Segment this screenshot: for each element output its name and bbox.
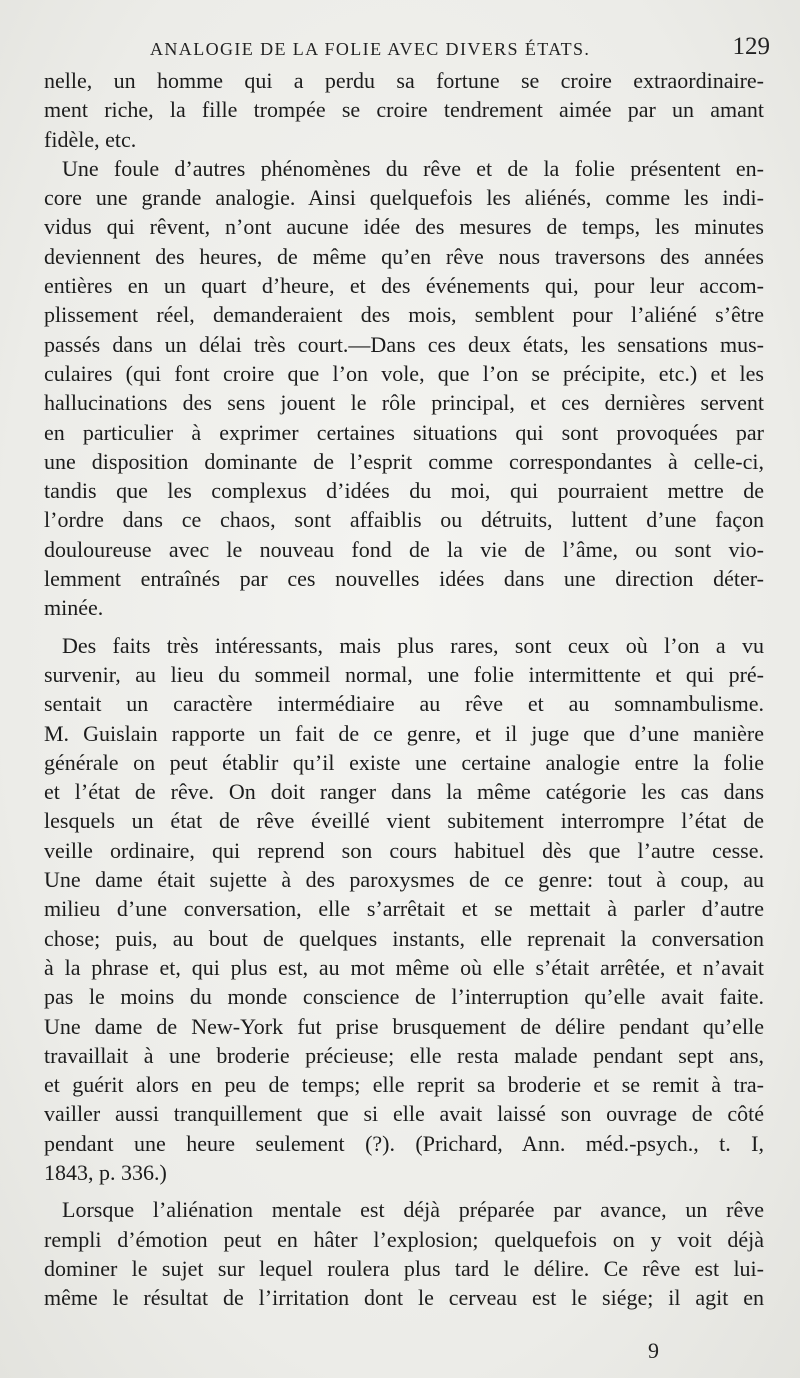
text-line: passés dans un délai très court.—Dans ces deux états, les sensations mus- (44, 331, 764, 357)
signature-mark: 9 (648, 1338, 659, 1363)
text-line: chose; puis, au bout de quelques instants, elle reprenait la conversation (44, 925, 764, 951)
text-line: nelle, un homme qui a perdu sa fortune se croire extraordinaire- (44, 68, 764, 93)
text-line: milieu d’une conversation, elle s’arrêtait et se mettait à parler d’autre (44, 896, 764, 922)
text-line: Une dame était sujette à des paroxysmes de ce genre: tout à coup, au (44, 867, 764, 893)
text-line: Une dame de New-York fut prise brusquement de délire pendant qu’elle (44, 1013, 764, 1039)
text-line: minée. (44, 595, 104, 621)
text-line: core une grande analogie. Ainsi quelquefois les aliénés, comme les indi- (44, 185, 764, 211)
text-line: culaires (qui font croire que l’on vole, que l’on se précipite, etc.) et les (44, 360, 764, 386)
text-line: à la phrase et, qui plus est, au mot même où elle s’était arrêtée, et n’avait (44, 954, 764, 980)
text-line: lemment entraînés par ces nouvelles idées dans une direction déter- (44, 566, 764, 592)
text-line: dominer le sujet sur lequel roulera plus tard le délire. Ce rêve est lui- (44, 1255, 764, 1281)
text-line: plissement réel, demanderaient des mois, semblent pour l’aliéné s’être (44, 302, 764, 328)
text-line: M. Guislain rapporte un fait de ce genre, et il juge que d’une manière (44, 720, 764, 746)
page-header (40, 33, 770, 65)
text-line: pendant une heure seulement (?). (Prichard, Ann. méd.-psych., t. I, (44, 1130, 764, 1156)
text-line: vidus qui rêvent, n’ont aucune idée des mesures de temps, les minutes (44, 214, 764, 240)
text-line: sentait un caractère intermédiaire au rêve et au somnambulisme. (44, 691, 764, 717)
text-line: deviennent des heures, de même qu’en rêve nous traversons des années (44, 243, 764, 269)
text-line: générale on peut établir qu’il existe une certaine analogie entre la folie (44, 749, 764, 775)
text-line: lesquels un état de rêve éveillé vient subitement interrompre l’état de (44, 808, 764, 834)
text-line: même le résultat de l’irritation dont le cerveau est le siége; il agit en (44, 1285, 764, 1311)
text-line: pas le moins du monde conscience de l’interruption qu’elle avait faite. (44, 984, 764, 1010)
paragraph-gap (44, 623, 764, 631)
text-line: 1843, p. 336.) (44, 1159, 167, 1185)
text-line: travaillait à une broderie précieuse; elle resta malade pendant sept ans, (44, 1042, 764, 1068)
text-line: veille ordinaire, qui reprend son cours habituel dès que l’autre cesse. (44, 837, 764, 863)
text-line: fidèle, etc. (44, 126, 137, 152)
text-line: et guérit alors en peu de temps; elle reprit sa broderie et se remit à tra- (44, 1072, 764, 1098)
paragraph-gap (44, 1187, 764, 1195)
paragraph-first-line: Des faits très intéressants, mais plus rares, sont ceux où l’on a vu (62, 632, 764, 658)
text-line: vailler aussi tranquillement que si elle avait laissé son ouvrage de côté (44, 1101, 764, 1127)
paragraph-first-line: Une foule d’autres phénomènes du rêve et de la folie présentent en- (62, 155, 764, 181)
body-text (44, 66, 764, 1312)
text-line: entières en un quart d’heure, et des événements qui, pour leur accom- (44, 273, 764, 299)
text-line: ment riche, la fille trompée se croire tendrement aimée par un amant (44, 97, 764, 123)
text-line: tandis que les complexus d’idées du moi, qui pourraient mettre de (44, 478, 764, 504)
text-line: hallucinations des sens jouent le rôle principal, et ces dernières servent (44, 390, 764, 416)
text-line: en particulier à exprimer certaines situations qui sont provoquées par (44, 419, 764, 445)
text-line: une disposition dominante de l’esprit comme correspondantes à celle-ci, (44, 448, 764, 474)
paragraph-first-line: Lorsque l’aliénation mentale est déjà préparée par avance, un rêve (62, 1197, 764, 1223)
page-number: 129 (732, 33, 770, 60)
text-line: survenir, au lieu du sommeil normal, une folie intermittente et qui pré- (44, 661, 764, 687)
text-line: rempli d’émotion peut en hâter l’explosion; quelquefois on y voit déjà (44, 1226, 764, 1252)
running-title: ANALOGIE DE LA FOLIE AVEC DIVERS ÉTATS. (150, 39, 591, 59)
text-line: l’ordre dans ce chaos, sont affaiblis ou détruits, luttent d’une façon (44, 507, 764, 533)
text-line: douloureuse avec le nouveau fond de la vie de l’âme, ou sont vio- (44, 536, 764, 562)
text-line: et l’état de rêve. On doit ranger dans la même catégorie les cas dans (44, 779, 764, 805)
